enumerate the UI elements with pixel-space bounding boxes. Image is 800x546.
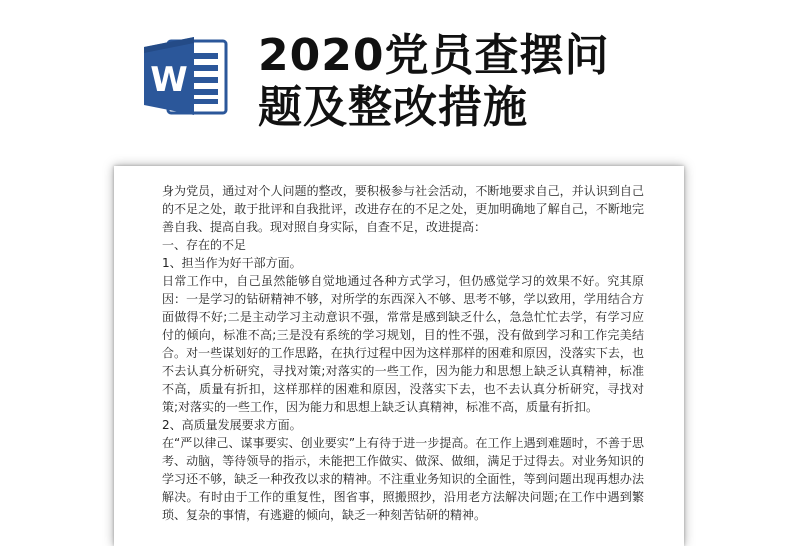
subsection-heading: 1、担当作为好干部方面。: [162, 256, 302, 270]
page-title-line-1: 2020党员查摆问: [258, 30, 610, 81]
document-body: [162, 182, 644, 524]
subsection-heading: 2、高质量发展要求方面。: [162, 418, 302, 432]
word-document-icon: [142, 33, 230, 119]
word-icon-letter: W: [150, 60, 188, 100]
section-heading: 一、存在的不足: [162, 238, 247, 252]
page-title: [258, 30, 678, 134]
paragraph-quality: 在“严以律己、谋事要实、创业要实”上有待于进一步提高。在工作上遇到难题时，不善于思考、动脑，等待领导的指示，未能把工作做实、做深、做细，满足于过得去。对业务知识的学习还不够，缺乏一种孜孜以求的精神。不注重业务知识的全面性，等到问题出现再想办法解决。有时由于工作的重复性，图省事，照搬照抄，沿用老方法解决问题;在工作中遇到繁琐、复杂的事情，有逃避的倾向，缺乏一种刻苦钻研的精神。: [162, 436, 644, 522]
paragraph-intro: 身为党员，通过对个人问题的整改，要积极参与社会活动，不断地要求自己，并认识到自己的不足之处，敢于批评和自我批评，改进存在的不足之处，更加明确地了解自己，不断地完善自我、提高自我。现对照自身实际，自查不足，改进提高：: [162, 184, 644, 234]
page-title-line-2: 题及整改措施: [258, 82, 528, 133]
paragraph-analysis: 日常工作中，自己虽然能够自觉地通过各种方式学习，但仍感觉学习的效果不好。究其原因：一是学习的钻研精神不够，对所学的东西深入不够、思考不够，学以致用，学用结合方面做得不好;二是主动学习主动意识不强，常常是感到缺乏什么，急急忙忙去学，有学习应付的倾向，标准不高;三是没有系统的学习规划，目的性不强，没有做到学习和工作完美结合。对一些谋划好的工作思路，在执行过程中因为这样那样的困难和原因，没落实下去，也不去认真分析研究，寻找对策;对落实的一些工作，因为能力和思想上缺乏认真精神，标准不高，质量有折扣，这样那样的困难和原因，没落实下去，也不去认真分析研究，寻找对策;对落实的一些工作，因为能力和思想上缺乏认真精神，标准不高，质量有折扣。: [162, 274, 644, 414]
